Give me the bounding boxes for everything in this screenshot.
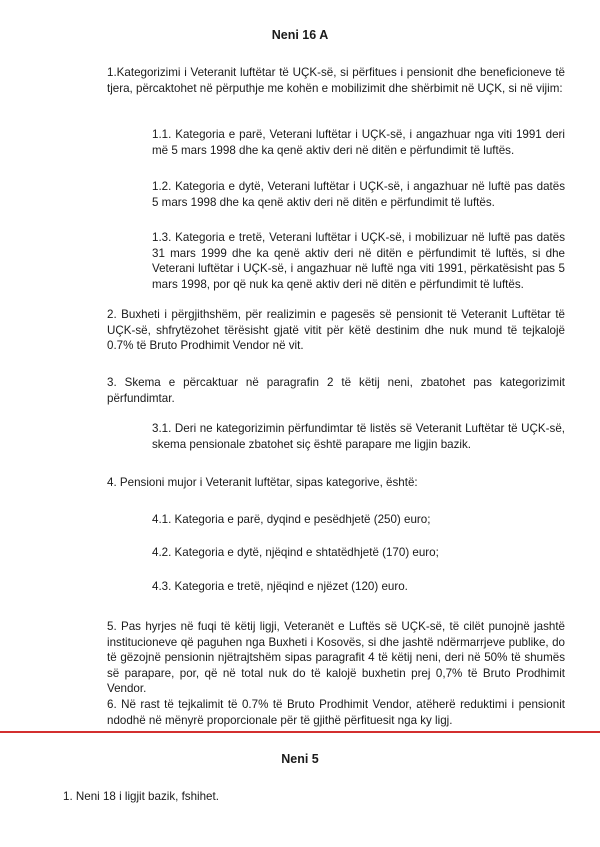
paragraph-1: 1.Kategorizimi i Veteranit luftëtar të UÇK-së, si përfitues i pensionit dhe beneficioneve të tjera, përcaktohet në përputhje me kohën e mobilizimit dhe shërbimit në UÇK, si në vijim: [107, 66, 565, 95]
paragraph-4-3: 4.3. Kategoria e tretë, njëqind e njëzet (120) euro. [152, 580, 408, 593]
article-16a-title: Neni 16 A [271, 28, 329, 42]
paragraph-1-3: 1.3. Kategoria e tretë, Veterani luftëtar i UÇK-së, i mobilizuar në luftë pas datës 31 mars 1999 dhe ka qenë aktiv deri në ditën e përfundimit të luftës, si dhe Veterani luftëtar i UÇK-së, i angazhuar në luftë nga viti 1991, përkatësisht pas 5 mars 1998, por që nuk ka qenë aktiv deri në ditën e përfundimit të luftës. [152, 231, 565, 291]
paragraph-5: 5. Pas hyrjes në fuqi të këtij ligji, Veteranët e Luftës së UÇK-së, të cilët punojnë jashtë institucioneve që paguhen nga Buxheti i Kosovës, si dhe jashtë ndërmarrjeve publike, do të gëzojnë pensionin njëtrajtshëm sipas paragrafit 4 të këtij neni, deri në 50% të shumës së parapare, por, që në total nuk do të kalojë buxhetin prej 0,7% të Bruto Prodhimit Vendor. [107, 620, 565, 695]
paragraph-6: 6. Në rast të tejkalimit të 0.7% të Bruto Prodhimit Vendor, atëherë reduktimi i pensionit ndodhë në mënyrë proporcionale për të gjithë përfituesit nga ky ligj. [107, 698, 565, 727]
paragraph-2: 2. Buxheti i përgjithshëm, për realizimin e pagesës së pensionit të Veteranit Luftëtar të UÇK-së, shfrytëzohet tërësisht gjatë vitit për këtë destinim dhe nuk mund të tejkalojë 0.7% të Bruto Prodhimit Vendor në vit. [107, 308, 565, 352]
paragraph-1-1: 1.1. Kategoria e parë, Veterani luftëtar i UÇK-së, i angazhuar nga viti 1991 deri më 5 mars 1998 dhe ka qenë aktiv deri në ditën e përfundimit të luftës. [152, 128, 565, 157]
paragraph-4-1: 4.1. Kategoria e parë, dyqind e pesëdhjetë (250) euro; [152, 513, 431, 526]
paragraph-3: 3. Skema e përcaktuar në paragrafin 2 të këtij neni, zbatohet pas kategorizimit përfundimtar. [107, 376, 565, 405]
article-5-paragraph-1: 1. Neni 18 i ligjit bazik, fshihet. [63, 790, 219, 803]
paragraph-4-2: 4.2. Kategoria e dytë, njëqind e shtatëdhjetë (170) euro; [152, 546, 439, 559]
article-5-title: Neni 5 [281, 752, 319, 766]
red-divider [0, 731, 600, 733]
paragraph-1-2: 1.2. Kategoria e dytë, Veterani luftëtar i UÇK-së, i angazhuar në luftë pas datës 5 mars 1998 dhe ka qenë aktiv deri në ditën e përfundimit të luftës. [152, 180, 565, 209]
paragraph-4: 4. Pensioni mujor i Veteranit luftëtar, sipas kategorive, është: [107, 476, 418, 489]
paragraph-3-1: 3.1. Deri ne kategorizimin përfundimtar të listës së Veteranit Luftëtar të UÇK-së, skema pensionale zbatohet siç është parapare me ligjin bazik. [152, 422, 565, 451]
